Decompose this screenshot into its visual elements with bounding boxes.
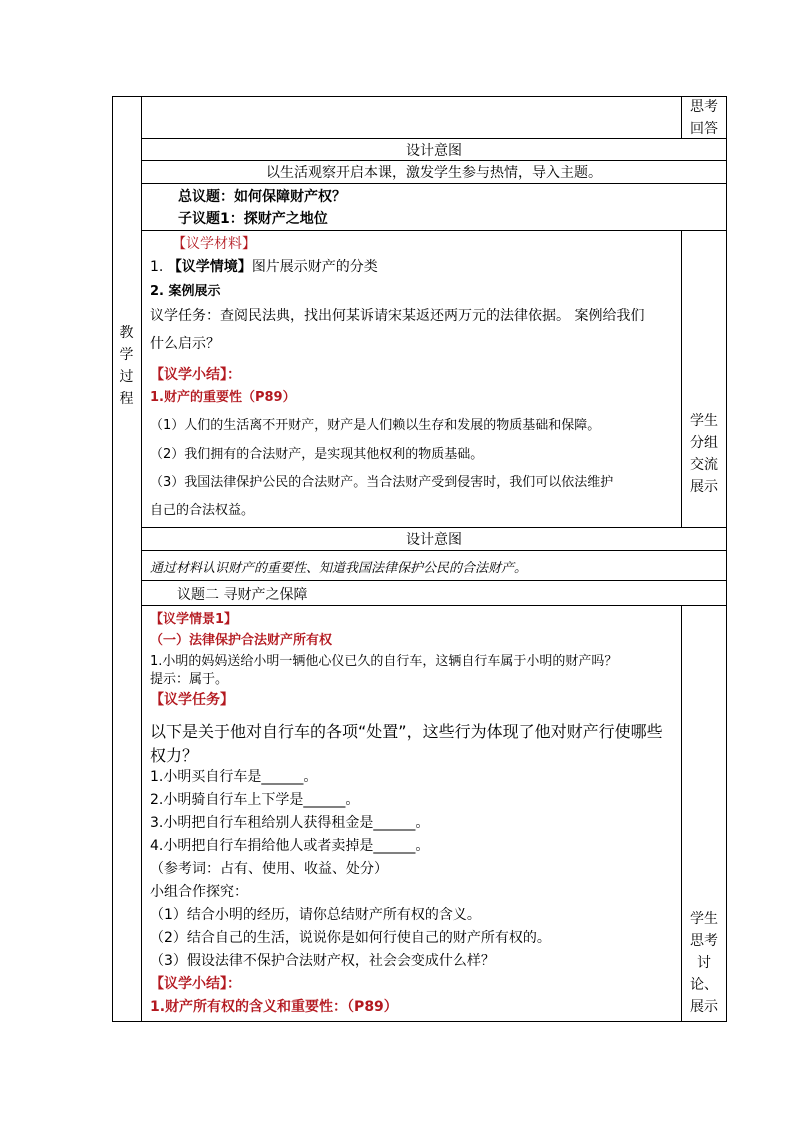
question-1: 1.小明的妈妈送给小明一辆他心仪已久的自行车，这辆自行车属于小明的财产吗？ [150,654,618,669]
topic-2: 议题二 寻财产之保障 [177,587,308,603]
big-question-line-1: 以下是关于他对自行车的各项“处置”，这些行为体现了他对财产行使哪些 [150,722,663,741]
label-char: 程 [119,391,134,407]
activity-text: 回答 [690,121,718,137]
row-line [141,550,727,551]
summary-label-2: 【议学小结】： [150,976,241,992]
point-2: （2）我们拥有的合法财产，是实现其他权利的物质基础。 [150,447,484,462]
reference-words: （参考词：占有、使用、收益、处分） [150,861,388,877]
table-border-top [112,96,727,97]
process-label [112,322,141,410]
point-3-line-1: （3）我国法律保护公民的合法财产。当合法财产受到侵害时，我们可以依法维护 [150,475,614,490]
task-label-2: 【议学任务】 [150,692,234,708]
table-border-bottom [112,1021,727,1022]
activity-text: 学生 [690,911,718,927]
row-line [141,580,727,581]
hint: 提示：属于。 [150,672,229,687]
label-char: 学 [119,347,134,363]
row-line [141,527,727,528]
activity-think-answer [682,96,726,140]
scenario-prefix: 1. [150,259,164,275]
scene-1-label: 【议学情景1】 [150,612,238,627]
final-title: 1.财产所有权的含义和重要性：（P89） [150,999,398,1015]
group-question-3: （3）假设法律不保护合法财产权，社会会变成什么样？ [150,953,495,969]
activity-text: 展示 [690,479,718,495]
summary-label: 【议学小结】： [150,367,241,383]
materials-label: 【议学材料】 [172,236,256,252]
design-intent-text-2: 通过材料认识财产的重要性、知道我国法律保护公民的合法财产。 [150,561,528,576]
row-line [141,160,727,161]
activity-text: 交流 [690,457,718,473]
main-topic: 总议题：如何保障财产权？ [178,189,346,205]
scenario-line [150,256,378,276]
item-2: 2.小明骑自行车上下学是______。 [150,792,360,808]
label-char: 过 [119,369,134,385]
point-1: （1）人们的生活离不开财产，财产是人们赖以生存和发展的物质基础和保障。 [150,418,601,433]
sub-topic: 子议题1：探财产之地位 [178,211,328,227]
row-line [141,183,727,184]
row-line [141,138,727,139]
row-line [141,605,727,606]
activity-text: 展示 [690,999,718,1015]
row-line [141,230,727,231]
design-intent-header-2: 设计意图 [406,532,462,548]
item-3: 3.小明把自行车租给别人获得租金是______。 [150,815,430,831]
subheading: （一）法律保护合法财产所有权 [150,633,333,648]
design-intent-header: 设计意图 [406,143,462,159]
table-border-left [112,96,113,1022]
task-line-1: 议学任务：查阅民法典，找出何某诉请宋某返还两万元的法律依据。 案例给我们 [150,308,645,324]
group-question-1: （1）结合小明的经历，请你总结财产所有权的含义。 [150,907,481,923]
activity-group-discussion [682,410,726,498]
activity-text: 思考 [690,99,718,115]
group-question-2: （2）结合自己的生活，说说你是如何行使自己的财产所有权的。 [150,930,551,946]
case-label: 2. 案例展示 [150,284,221,299]
activity-text: 学生 [690,413,718,429]
label-char: 教 [119,325,134,341]
item-4: 4.小明把自行车捐给他人或者卖掉是______。 [150,838,430,854]
table-divider-label [141,96,142,1022]
activity-text: 论、 [690,977,718,993]
design-intent-text: 以生活观察开启本课，激发学生参与热情，导入主题。 [266,165,602,181]
group-explore: 小组合作探究： [150,884,248,900]
activity-think-discuss [682,908,726,1018]
scenario-text: 图片展示财产的分类 [251,259,378,275]
activity-text: 讨 [697,955,711,971]
importance-title: 1.财产的重要性（P89） [150,390,296,405]
big-question-line-2: 权力？ [150,746,199,765]
item-1: 1.小明买自行车是______。 [150,769,318,785]
activity-text: 分组 [690,435,718,451]
point-3-line-2: 自己的合法权益。 [150,503,255,518]
scenario-label: 【议学情境】 [167,259,252,275]
task-line-2: 什么启示？ [150,336,220,352]
activity-text: 思考 [690,933,718,949]
table-border-right [726,96,727,1022]
